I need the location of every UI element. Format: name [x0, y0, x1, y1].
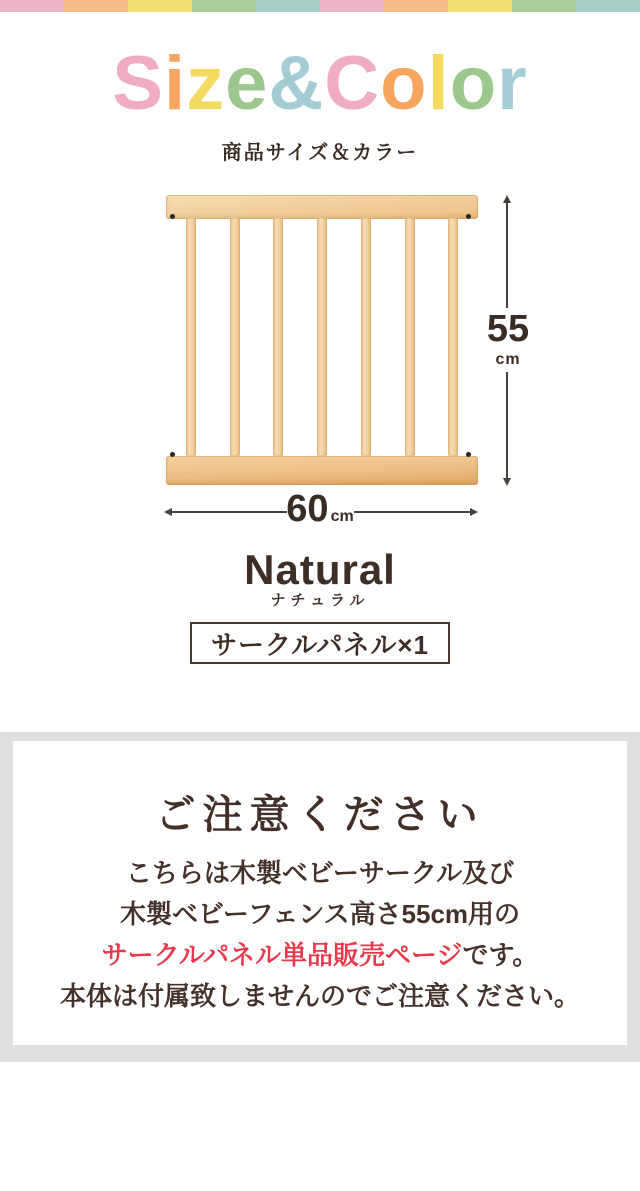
page-subtitle: 商品サイズ＆カラー — [221, 142, 419, 164]
stripe-segment — [128, 0, 192, 12]
notice-card — [13, 741, 627, 1045]
title-letter: r — [497, 41, 528, 126]
notice-line — [13, 894, 627, 935]
height-dim-segment — [506, 372, 508, 478]
height-dim-segment — [506, 202, 508, 308]
stripe-segment — [64, 0, 128, 12]
title-letter: e — [225, 41, 269, 126]
screw-dot — [170, 452, 175, 457]
height-dimension-label — [477, 310, 539, 368]
notice-line — [13, 935, 627, 976]
page-title — [0, 40, 640, 128]
title-letter: o — [449, 41, 498, 126]
notice-body — [13, 853, 627, 1017]
fence-slat — [317, 218, 327, 456]
notice-text-segment: です。 — [462, 940, 539, 970]
fence-bottom-rail — [166, 456, 478, 485]
fence-top-rail — [166, 195, 478, 219]
screw-dot — [466, 452, 471, 457]
confetti-stripe-bar — [0, 0, 640, 12]
screw-dot — [466, 214, 471, 219]
panel-quantity-box — [190, 622, 450, 664]
color-name-japanese: ナチュラル — [270, 592, 370, 609]
notice-text-segment: こちらは木製ベビーサークル及び — [125, 858, 515, 888]
stripe-segment — [256, 0, 320, 12]
title-letter: z — [186, 41, 226, 126]
width-arrow-right-icon — [470, 508, 478, 516]
fence-slat — [448, 218, 458, 456]
stripe-segment — [576, 0, 640, 12]
notice-text-segment: 木製ベビーフェンス高さ55cm用の — [119, 899, 521, 929]
title-letter: i — [163, 41, 187, 126]
width-value: 60 — [286, 488, 329, 530]
fence-slat — [273, 218, 283, 456]
notice-text-segment: 本体は付属致しませんのでご注意ください。 — [59, 981, 580, 1011]
fence-slat — [230, 218, 240, 456]
width-unit: cm — [330, 508, 354, 525]
fence-slat — [361, 218, 371, 456]
notice-line — [13, 976, 627, 1017]
stripe-segment — [448, 0, 512, 12]
notice-section — [0, 732, 640, 1062]
height-value: 55 — [486, 308, 530, 350]
width-dimension-label — [260, 490, 380, 528]
notice-text-segment: サークルパネル単品販売ページ — [101, 940, 463, 970]
stripe-segment — [384, 0, 448, 12]
title-letter: C — [324, 41, 381, 126]
notice-heading: ご注意ください — [155, 793, 485, 837]
stripe-segment — [320, 0, 384, 12]
title-letter: S — [112, 41, 164, 126]
color-name-english: Natural — [244, 546, 396, 593]
notice-line — [13, 853, 627, 894]
fence-slat — [186, 218, 196, 456]
height-arrow-down-icon — [503, 478, 511, 486]
title-letter: o — [380, 41, 428, 126]
title-letter: & — [268, 41, 325, 126]
height-unit: cm — [495, 351, 521, 368]
stripe-segment — [192, 0, 256, 12]
stripe-segment — [512, 0, 576, 12]
panel-quantity-label: サークルパネル×1 — [210, 629, 430, 660]
fence-slat — [405, 218, 415, 456]
stripe-segment — [0, 0, 64, 12]
screw-dot — [170, 214, 175, 219]
title-letter: l — [427, 41, 450, 126]
